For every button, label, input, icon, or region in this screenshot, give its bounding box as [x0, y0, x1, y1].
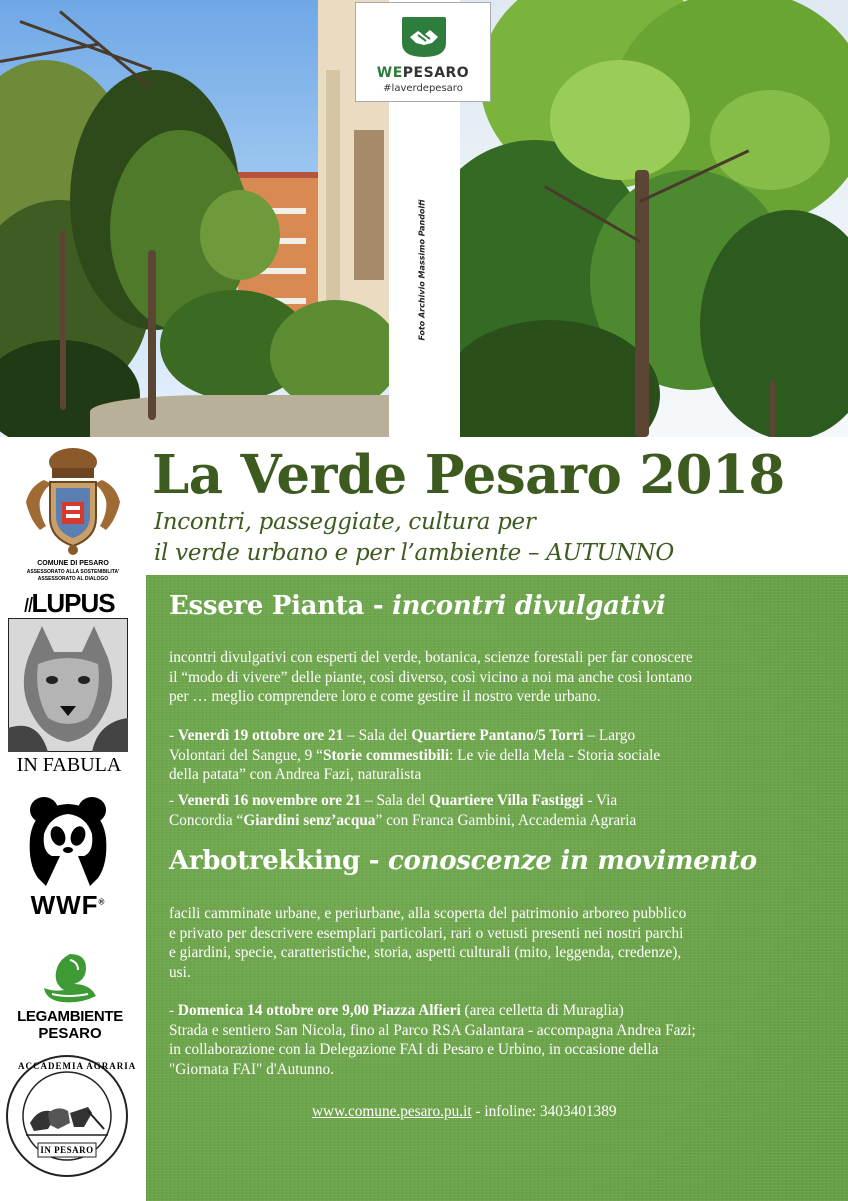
wepesaro-brand: WEPESARO — [376, 65, 470, 81]
wolf-icon — [8, 618, 128, 752]
swan-icon — [40, 950, 100, 1006]
comune-assessorato-2: ASSESSORATO AL DIALOGO — [37, 576, 109, 582]
section-arbotrekking-intro: facili camminate urbane, e periurbane, alla scoperta del patrimonio arboreo pubblico e privato per descrivere esemplari particolari, rari o vetusti presenti nei nostri parchi e giardini, specie, caratteristiche, storia, aspetti culturali (mito, leggenda, credenze), usi. — [169, 905, 687, 981]
section-arbotrekking-heading: Arbotrekking - conoscenze in movimento — [169, 846, 757, 876]
event-19-ottobre: - Venerdì 19 ottobre ore 21 – Sala del Quartiere Pantano/5 Torri – Largo Volontari del Sangue, 9 “Storie commestibili: Le vie della Mela - Storia sociale della patata” con Andrea Fazi, naturalista — [169, 727, 661, 783]
garden-path — [90, 395, 389, 437]
legambiente-logo — [0, 950, 140, 1042]
plough-seal-icon — [4, 1053, 137, 1179]
lupus-logo — [6, 588, 132, 776]
page-title: La Verde Pesaro 2018 — [152, 444, 785, 506]
wwf-logo — [20, 794, 116, 922]
subtitle-line1: Incontri, passeggiate, cultura per — [154, 509, 536, 535]
lupus-top-small: Il — [23, 595, 32, 617]
infoline-phone: 3403401389 — [540, 1103, 617, 1120]
wepesaro-hashtag: #laverdepesaro — [383, 83, 463, 94]
lupus-top: LUPUS — [31, 588, 115, 618]
comune-name: COMUNE DI PESARO — [37, 560, 109, 567]
wwf-label: WWF® — [30, 890, 106, 920]
program-panel — [146, 575, 848, 1201]
subtitle-line2: il verde urbano e per l’ambiente – AUTUNNO — [154, 540, 674, 566]
footer-contacts: www.comune.pesaro.pu.it - infoline: 3403401389 — [312, 1103, 617, 1120]
photo-right — [460, 0, 848, 437]
comune-logo — [0, 446, 146, 596]
accademia-arc-text: ACCADEMIA AGRARIA — [18, 1061, 137, 1071]
photo-left — [0, 0, 389, 437]
wepesaro-logo — [355, 2, 491, 102]
coat-of-arms-icon — [0, 446, 146, 558]
accademia-city: IN PESARO — [40, 1145, 94, 1155]
event-14-ottobre: - Domenica 14 ottobre ore 9,00 Piazza Alfieri (area celletta di Muraglia) Strada e sentiero San Nicola, fino al Parco RSA Galantara - accompagna Andrea Fazi; in collaborazione con la Delegazione FAI di Pesaro e Urbino, in occasione della "Giornata FAI" d'Autunno. — [169, 1002, 696, 1078]
lupus-bottom: IN FABULA — [16, 754, 122, 776]
section-essere-pianta-intro: incontri divulgativi con esperti del verde, botanica, scienze forestali per far conoscere il “modo di vivere” delle piante, così diverso, così vicino a noi ma anche così lontano per … meglio comprendere loro e come gestire il nostro verde urbano. — [169, 649, 693, 705]
handshake-icon — [398, 13, 450, 61]
section-essere-pianta-heading: Essere Pianta - incontri divulgativi — [169, 591, 666, 621]
legambiente-name: LEGAMBIENTE — [17, 1008, 123, 1025]
legambiente-city: PESARO — [38, 1025, 102, 1042]
comune-assessorato-1: ASSESSORATO ALLA SOSTENIBILITA' — [26, 569, 120, 575]
accademia-agraria-logo — [4, 1053, 137, 1179]
photo-credit: Foto Archivio Massimo Pandolfi — [417, 199, 427, 341]
event-16-novembre: - Venerdì 16 novembre ore 21 – Sala del Quartiere Villa Fastiggi - Via Concordia “Giardini senz’acqua” con Franca Gambini, Accademia Agraria — [169, 792, 637, 829]
panda-icon — [20, 794, 116, 890]
website-link[interactable]: www.comune.pesaro.pu.it — [312, 1103, 472, 1120]
